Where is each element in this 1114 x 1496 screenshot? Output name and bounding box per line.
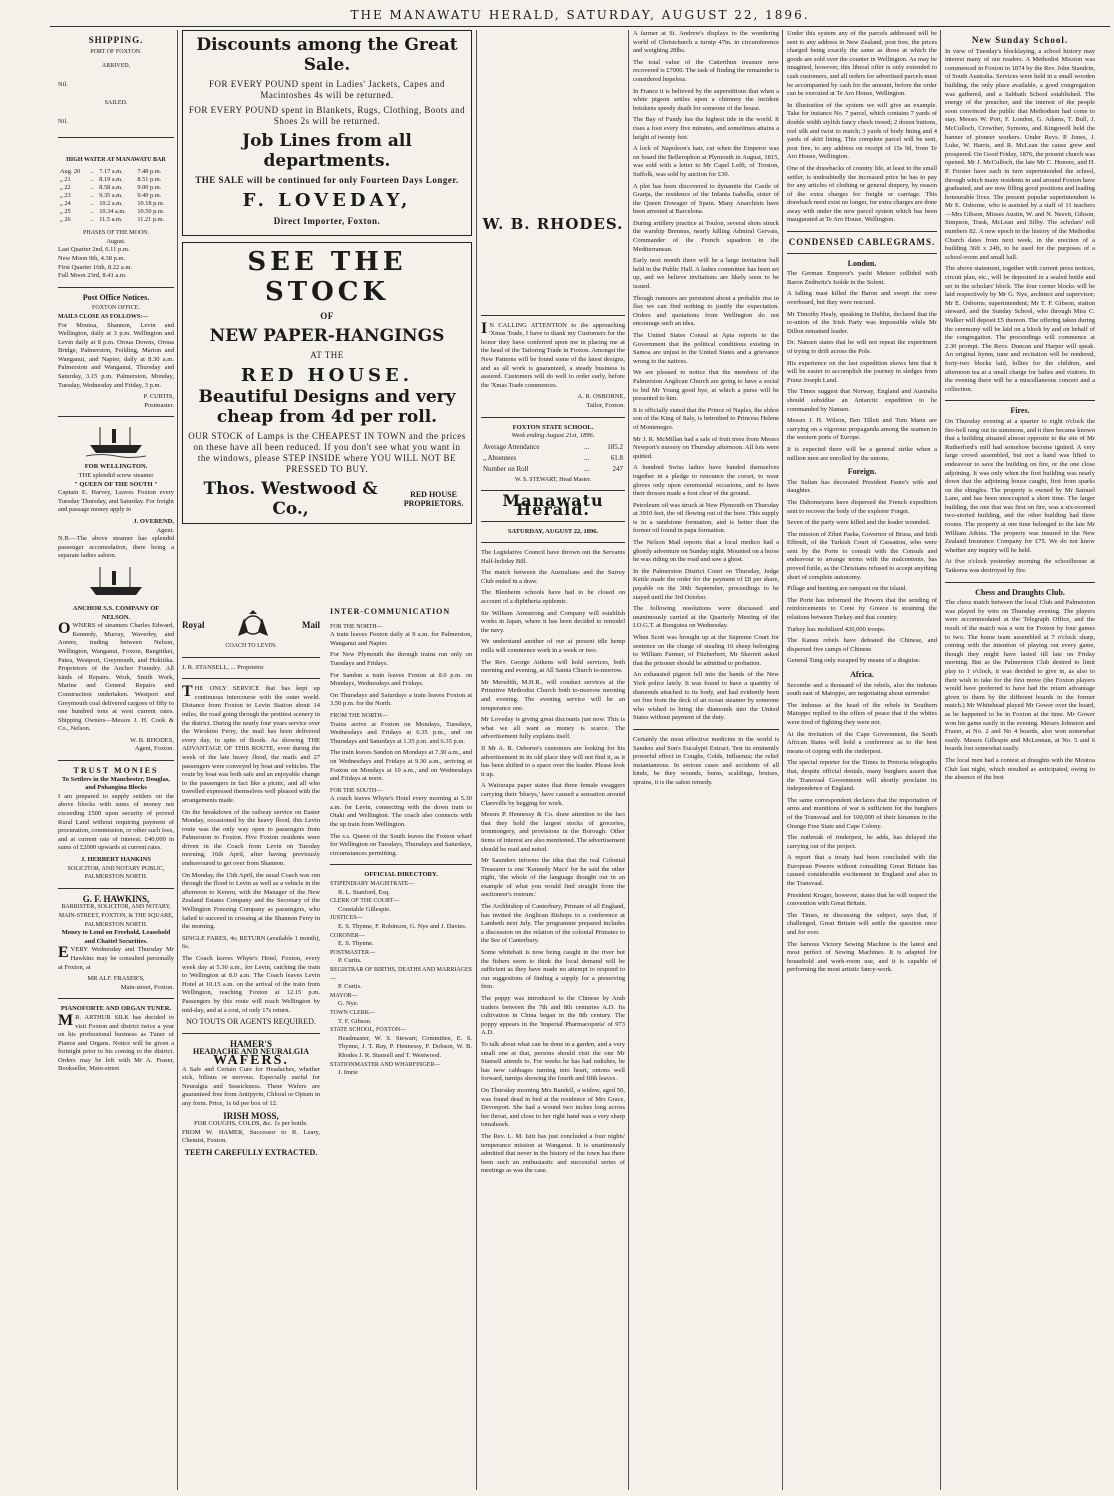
hawkins-role: BARRISTER, SOLICITOR, AND NOTARY,	[61, 904, 171, 911]
news-para: A plot has been discovered to dynamite the Castle of Granja, the residence of the Infanta Isabella, sister of the Queen Dowager of Spain. Many Anarchists have been arrested at Barcelona.	[633, 182, 779, 216]
news-para: We are pleased to notice that the members of the Palmerston Anglican Church are going to have a social to bid Mr Young good bye, at which a purse will be presented to him.	[633, 369, 779, 403]
news-para: Though rumours are persistent about a probable rise in flax we can find nothing to justify the expectation. Orders and quotations from Wellington do not encourage such an idea.	[633, 294, 779, 328]
hawkins-place2: Main-street, Foxton.	[120, 983, 174, 991]
inter-item: A coach leaves Whyte's Hotel every morning at 5.30 a.m. for Levin, connecting with the down train to Otaki and Wellington. The coach also connects with the up train from Wellington.	[330, 795, 472, 829]
hamer-moss-line: FOR COUGHS, COLDS, &c. 1s per bottle.	[194, 1120, 308, 1128]
school-sub: Week ending August 21st, 1896.	[511, 432, 595, 440]
inter-item: The train leaves Sandon on Mondays at 7.30 a.m., and on Wednesdays and Fridays at 9.30 a.m., arriving at Foxton on Mondays at 10 a.m., and on Wednesdays and Fridays at noon.	[330, 749, 472, 783]
table-row: Average Attendance ... 185.2	[483, 442, 623, 451]
westwood-head3: Beautiful Designs and very cheap from 4d per roll.	[198, 387, 456, 427]
news-para: On Thursday evening at a quarter to eight o'clock the fire-bell rang out its summons, and it then became known that a building situated almost opposite to the site of Mr Rutherford's mill had somehow become ignited. A very large crowd assembled, but not a hand was lifted to endeavour to save the building on fire, or the one close adjoining. It was only when the first building was nearly down that the adjoining house caught, first from sparks on the shingles. The property is owned by Mr Samuel Lane, and has been unoccupied a short time. The larger building, the one that was first on fire, was a six-roomed two-storied building, and the other building had three rooms. The property at one time belonged to the late Mr William Atkins. The property was insured in the New Zealand Insurance Company for £75. We do not know whether any inquiry will be held.	[945, 417, 1095, 554]
directory-entry: STIPENDIARY MAGISTRATE— R. L. Stanford, Esq.	[330, 881, 415, 896]
inter-heading: FROM THE NORTH—	[330, 712, 388, 719]
news-para: When Scott was brought up at the Supreme Court for sentence on the charge of stealing 10 sheep belonging to William Farmer, of Fitzherbert, Mr Skerrett asked that the prisoner should be admitted to probation.	[633, 634, 779, 667]
moon-month: August.	[106, 238, 126, 245]
herald-para: Mr Loveday is giving great discounts just now. This is what we all want as money is scarce. The advertisement fully explains itself.	[481, 716, 625, 741]
news-para: In view of Tuesday's blocklaying, a school history may interest many of our readers. A Methodist Mission was commenced in Foxton in 1874 by the Rev. John Standrin, of South Australia. Services were held in a small wooden building, the only place available, a good congregation was gathered, and a Sabbath School established. The energy of the preacher, and the interest of the people soon convinced the public that Methodism had come to stay. Messrs W. Port, F. London, G. Adams, T. Bull, J. McCulloch, Crowther, Symons, and Kingswell held the banner of pioneer workers. Under Revs. P. Jones, J. Luke, W. Harris, and R. McLean the cause grew and prospered. On Good Friday, 1876, the present church was opened. Mr J. McCulloch, the late Mr C. Honore, and H. P. Forster have each in turn superintended the school, through which many residents in and around Foxton have graduated, and are now filling good positions and leading honourable lives. The present popular superintendent is Mr E. Osborne, who is assisted by a staff of 11 teachers—Mrs Gibson, Misses Austin, W. and N. Nesvit, Gibson, Simpson, Trask, McLean and Silby. The scholars' roll numbers 82. A new epoch in the history of the Methodist Church dates from next week, in the erection of a building 36ft x 24ft, to be used for the purposes of a school-room and small hall.	[945, 47, 1095, 261]
loveday-line2: FOR EVERY POUND spent in Blankets, Rugs, Clothing, Boots and Shoes 2s will be returned.	[188, 105, 466, 126]
news-para: The above statement, together with current press notices, circuit plan, etc., will be deposited in a sealed bottle and set in the scholars' block. The four corner blocks will be laid respectively by Mr G. Nye, architect and supervisor; Mr E. Osborne, superintendent; Mr T. F. Gibson, station steward, and the Sunday School, who through Miss C. Walker will deposit £5 thereon. The offering taken during the ceremony will be laid on a block by and on behalf of the congregation. The proceedings will commence at 2.30 prompt. The Revs. Duncan and Harper will speak. An original hymn, tune and recitation will be rendered, forty-two blocks laid, lollies for the children, and afternoon tea at a small charge for ladies and visitors. In the evening there will be a miscellaneous concert and a collection.	[945, 265, 1095, 393]
coach-body3: On Monday, the 15th April, the usual Coach was run through the flood to Levin as well as a vehicle in the afternoon to Kereru, with the Manager of the New Zealand Estates Company and the Secretary of the Wellington Freezing Company as passengers, who failed to succeed in crossing at the Shannon Ferry in the morning.	[182, 871, 320, 931]
herald-para: The Blenheim schools have had to be closed on account of a diphtheria epidemic.	[481, 589, 625, 606]
hamer-body: A Safe and Certain Cure for Headaches, whether sick, bilious or nervous. Especially useful for Neuralgia and Seasickness. These Wafers are guaranteed free from Antipyrin, Chloral or Opium in any form. Price, 1s 6d per box of 12.	[182, 1065, 320, 1107]
column-divider	[782, 30, 783, 1490]
news-para: The total value of the Catterthun treasure now recovered is £7000. The task of finding the remainder is considered hopeless.	[633, 58, 779, 83]
tides-title: HIGH WATER AT MANAWATU BAR	[66, 156, 166, 163]
news-para: Secombe and a thousand of the rebels, also the indunas south east of Matoppo, are negotiating about surrender.	[787, 681, 937, 698]
trust-sign: J. HERBERT HANKINS	[81, 856, 151, 863]
column-divider	[628, 30, 629, 1490]
rhodes-name: W. B. RHODES.	[482, 215, 624, 233]
trust-sign-role: SOLICITOR, AND NOTARY PUBLIC, PALMERSTON NORTH.	[67, 865, 165, 881]
anchor-body: OWNERS of steamers Charles Edward, Kennedy, Murray, Waverley, and Aorere, trading between Nelson, Wellington, Wanganui, Foxton, Rangitikei, Patea, Westport, Greymouth, and Hokitika. Proprietors of the Anchor Foundry. All kinds of Repairs. Work, Smith Work, Marine and General Repairs and Construction undertaken. Westport and Greymouth coal delivered cargoes of fifty to one hundred tons at west current rates. Shipping Owners—Messrs J. H. Cook & Co., Nelson.	[58, 620, 174, 733]
hawkins-address: MAIN-STREET, FOXTON, & THE SQUARE, PALMERSTON NORTH.	[58, 912, 174, 928]
news-para: A farmer at St. Andrew's displays to the wondering world of Christchurch a turnip 47in. in circumference and weighing 28lbs.	[633, 30, 779, 55]
news-para: It is expected there will be a general strike when a million men are enrolled by the unions.	[787, 445, 937, 462]
moon-title: PHASES OF THE MOON.	[83, 230, 149, 237]
inter-item: On Thursdays and Saturdays a train leaves Foxton at 3.50 p.m. for the North.	[330, 691, 472, 708]
news-para: Seven of the party were killed and the leader wounded.	[787, 519, 931, 527]
moon-phase: Full Moon 23rd, 8.41 a.m.	[58, 272, 127, 280]
wellington-agent-role: Agent.	[156, 526, 174, 534]
news-para: The Nelson Mail reports that a local medico had a ghostly adventure on Sunday night. Mounted on a horse he was riding on the road and saw a ghost.	[633, 539, 779, 564]
news-para: Pillage and burning are rampant on the island.	[787, 585, 907, 593]
post-office-sign: P. CURTIS,	[143, 393, 174, 401]
post-office-body: For Moutoa, Shannon, Levin and Wellington, daily at 3 p.m. Wellington and Levin daily at 8 p.m. Oroua Downs, Oroua Bridge, Palmerston, Feilding, Marton and Wanganui, and Napier, daily at 8.30 a.m. Palmerston and Wanganui, Thursday and Saturday, 3.15 p.m. Palmerston, Monday, Tuesday, Wednesday and Friday, 3 p.m.	[58, 321, 174, 389]
news-para: An exhausted pigeon fell into the hands of the New York police lately. It was found to have a quantity of diamonds attached to its body, and had evidently been set free from the deck of an ocean steamer by someone who wished to bring the diamonds into the United States without payment of the duty.	[633, 671, 779, 722]
wellington-title: FOR WELLINGTON.	[84, 463, 148, 471]
column-6	[787, 30, 937, 1490]
piano-body: MR. ARTHUR SILK has decided to visit Foxton and district twice a year on his professional business as Tuner of Pianos and Organs. Notice will be given a fortnight prior to his coming to the district. Orders may be left with Mr A. Fraser, Bookseller, Main-street.	[58, 1011, 174, 1073]
news-para: The same correspondent declares that the importation of arms and munitions of war is sufficient for the burghers of the Transvaal and for 100,000 of their kinsmen in the Orange Free State and Cape Colony.	[787, 796, 937, 830]
news-para: Under this system any of the parcels addressed will be sent to any address in New Zealand, post free, the prices charged being exactly the same as those at which the goods are sold over the counter in Wellington. As may be imagined, however, this liberal offer is only extended to cash customers, and all orders for advertised parcels must be accompanied by cash for the amount, before the order can be executed at Te Aro House, Wellington.	[787, 30, 937, 98]
news-para: At five o'clock yesterday morning the schoolhouse at Taikorea was destroyed by fire.	[945, 558, 1095, 575]
news-para: President Kruger, however, states that he will respect the convention with Great Britain.	[787, 891, 937, 908]
piano-title: PIANOFORTE AND ORGAN TUNER.	[60, 1005, 172, 1013]
westwood-name2: RED HOUSE PROPRIETORS.	[403, 490, 464, 508]
column-4	[481, 30, 625, 1490]
column-5	[633, 30, 779, 1490]
directory-entry: MAYOR— G. Nye.	[330, 992, 359, 1008]
school-title: FOXTON STATE SCHOOL.	[512, 423, 594, 431]
news-para: A falling mast killed the Baron and swept the crew overboard, but they were rescued.	[787, 290, 937, 307]
news-para: The mission of Zibni Pasha, Governor of Brusa, and Izidi Effendi, of the Turkish Court of Cassation, who were sent by the Porte to consult with the Consuls and endeavour to arrange terms with the malcontents, has proved futile, as the Christians refused to accept anything short of complete autonomy.	[787, 530, 937, 581]
coach-ad	[182, 608, 320, 1157]
wellington-body: Captain E. Harvey, Leaves Foxton every Tuesday Thursday, and Saturday. For freight and passage money apply to	[58, 489, 174, 514]
directory-title: OFFICIAL DIRECTORY.	[364, 871, 438, 879]
news-para: The chess match between the local Club and Palmerston was played by wire on Thursday evening. The players were accommodated at the Telegraph Office, and the result of the match was a win for Foxton by four games to two. The home team assembled at 7 o'clock sharp, coming with the intention of playing out every game, though they might have lasted till late on Friday morning. But as the Palmerston Club desired to limit play to 1 o'clock, it was decided to give in, as also to their wish to take for the first move (the Foxton players would have preferred to have had the return advantage given to them by the different boards in the former match.) Mr Whitehead played Mr Gower over the board, as he happened to be in Foxton at the time. Mr Gower won his game easily in the evening. Messrs Johnston and Frazer, at No. 2 and No 4 boards, also won somewhat easily. Messrs Gillespie and McLennan, at No. 5 and 6 boards lost somewhat easily.	[945, 599, 1095, 753]
directory-entry: JUSTICES— E. S. Thynne, F. Robinson, G. Nye and J. Davies.	[330, 915, 467, 930]
inter-item: A train leaves Foxton daily at 9 a.m. for Palmerston, Wanganui and Napier.	[330, 631, 472, 647]
coach-sub: COACH TO LEVIN.	[225, 643, 277, 649]
wellington-ship-name: " QUEEN OF THE SOUTH "	[74, 480, 158, 488]
herald-para: Messrs P. Hennessy & Co. draw attention to the fact that they hold the largest stocks of groceries, ironmongery, and provisions in the Borough. Other items of interest are also mentioned. The advertisement should be read and noted.	[481, 811, 625, 853]
westwood-body: OUR STOCK of Lamps is the CHEAPEST IN TOWN and the prices on these have all been reduced. If you don't see what you want in the windows, please STEP INSIDE where YOU WILL NOT BE PRESSED TO BUY.	[188, 431, 466, 474]
hawkins-name: G. F. HAWKINS,	[82, 893, 150, 904]
loveday-role: Direct Importer, Foxton.	[273, 216, 381, 226]
westwood-ad	[182, 242, 472, 524]
news-para: The special reporter for the Times in Pretoria telegraphs that, despite official denials, many burghers assert that the Transvaal Government will shortly proclaim its independence of England.	[787, 759, 937, 793]
news-para: The United States Consul at Apia reports to the Government that the political conditions existing in Samoa are unjust to the United States and a grievance wrong to the natives.	[633, 332, 779, 365]
westwood-head: SEE THE STOCK	[247, 247, 407, 307]
herald-para: Mr Meredith, M.H.R., will conduct services at the Primitive Methodist Church both to-morrow morning and evening. The evening service will be an temperance one.	[481, 678, 625, 712]
hawkins-place: MR ALF. FRASER'S,	[87, 975, 145, 983]
hamer-wafers: WAFERS.	[213, 1052, 289, 1068]
herald-para: If Mr A. R. Osborne's customers are looking for his advertisement in its old place they will not find it, as it has been shifted to a space over the leader. Please look it up.	[481, 744, 625, 778]
directory-entry: POSTMASTER— P. Curtis.	[330, 949, 376, 965]
news-para: The German Emperor's yacht Meteor collided with Baron Zedtwitz's Isolde in the Solent.	[787, 270, 937, 286]
news-para: The Times suggest that Norway, England and Australia should subsidise an Antarctic expedition to be commanded by Nansen.	[787, 388, 937, 413]
trust-sub: To Settlers in the Manchester, Douglas, and Pohangina Blocks	[61, 775, 171, 792]
post-office-sign-role: Postmaster.	[144, 401, 174, 409]
news-para: The outbreak of rinderpest, he adds, has delayed the carrying out of the project.	[787, 834, 937, 850]
herald-para: The poppy was introduced to the Chinese by Arab traders between the 7th and 8th centuries A.D. Its cultivation in China began in the 8th century. The poppy appears in the 'Imperial Pharmacopœia' of 973 A.D.	[481, 995, 625, 1037]
loveday-ad	[182, 30, 472, 236]
herald-date: SATURDAY, AUGUST 22, 1896.	[507, 527, 599, 535]
wellington-agent: J. OVEREND,	[133, 518, 174, 525]
page-header: THE MANAWATU HERALD, SATURDAY, AUGUST 22, 1896.	[50, 4, 1110, 27]
news-para: Dr. Nansen states that he will not repeat the experiment of trying to drift across the Pole.	[787, 339, 937, 355]
post-office-lead: MAILS CLOSE AS FOLLOWS:—	[58, 313, 149, 320]
table-row: „ 25 .. 10.34 a.m. 10.50 p.m.	[60, 208, 165, 216]
herald-para: The Rev. George Aitkens will hold services, both morning and evening, at All Saints Church to-morrow.	[481, 658, 625, 675]
directory-entry: REGISTRAR OF BIRTHS, DEATHS AND MARRIAGES— P. Curtis.	[330, 966, 472, 991]
news-para: The Porte has informed the Powers that the sending of reinforcements to Crete by Greece is straining the relations between Turkey and that country.	[787, 596, 937, 622]
table-row: „ 23 .. 9.35 a.m. 9.49 p.m.	[60, 192, 162, 200]
steamship-icon	[86, 423, 146, 459]
news-para: A report that a treaty had been concluded with the European Powers without consulting Great Britain has caused considerable excitement in England and also in the Transvaal.	[787, 854, 937, 888]
post-office-sub: FOXTON OFFICE.	[92, 305, 140, 312]
news-para: Messrs J. H. Wilson, Ben Tillett and Tom Mann are carrying on a vigorous propaganda among the seamen in the western ports of Europe.	[787, 417, 937, 442]
inter-heading: FOR THE NORTH—	[330, 623, 383, 630]
herald-para: The Rev. L. M. Isitt has just concluded a four nights' temperance mission at Wanganui. It is unanimously admitted that never in the history of the town has there been such an enthusiastic and successful series of meetings as was the case.	[481, 1132, 625, 1175]
royal-crest-icon	[232, 608, 274, 642]
inter-item: The s.s. Queen of the South leaves the Foxton wharf for Wellington on Tuesdays, Thursdays and Saturdays, circumstances permitting.	[330, 832, 472, 857]
foreign-heading: Foreign.	[847, 467, 877, 477]
moon-phase: First Quarter 16th, 8.22 a.m.	[58, 263, 133, 271]
news-para: The following resolutions were discussed and unanimously carried at the Quarterly Meeting of the I.O.G.T. at Bongotea on Wednesday.	[633, 605, 779, 630]
coach-touts: NO TOUTS OR AGENTS REQUIRED.	[186, 1017, 316, 1027]
herald-para: The Legislative Council have thrown out the Servants Half-holiday Bill.	[481, 549, 625, 565]
cable-title: CONDENSED CABLEGRAMS.	[788, 237, 936, 248]
herald-title: Manawatu Herald.	[502, 491, 604, 519]
westwood-head2: NEW PAPER-HANGINGS	[209, 326, 445, 346]
chess-heading: Chess and Draughts Club.	[975, 587, 1065, 597]
news-para: A lock of Napoleon's hair, cut when the Emperor was on board the Bellerophon at Plymouth in August, 1815, was sold with a letter to Mr Capel Lofft, of Troston, Suffolk, was sold by auction for £30.	[633, 145, 779, 178]
herald-para: The match between the Australians and the Surrey Club ended in a draw.	[481, 569, 625, 585]
hamer-sub: HEADACHE AND NEURALGIA	[192, 1047, 309, 1057]
table-row: „ 24 .. 10.2 a.m. 10.18 p.m.	[60, 200, 165, 208]
news-para: Turkey has mobilised 420,000 troops.	[787, 625, 886, 633]
sunday-title: New Sunday School.	[971, 35, 1069, 45]
directory-entry: TOWN CLERK— T. F. Gibson.	[330, 1009, 376, 1025]
table-row: Number on Roll ... 247	[483, 464, 623, 473]
herald-para: Sir William Armstrong and Company will establish works in Japan, where it has been decided to remodel the navy.	[481, 609, 625, 634]
table-row: „ 22 .. 8.58 a.m. 9.00 p.m.	[60, 184, 162, 192]
herald-para: Some whitebait is now being caught in the river but the fishers seem to think the local demand will be sufficient as they have made no attempt to respond to our suggestions of finding a supply for a preserving firm.	[481, 949, 625, 991]
hamer-teeth: TEETH CAREFULLY EXTRACTED.	[184, 1147, 318, 1157]
news-para: One of the drawbacks of country life, at least to the small settler, is undoubtedly the increased price he has to pay for any articles of clothing or general drapery, by reason of the extra charges for freight or carriage. This drawback need exist no longer, for extra charges are done away with under the new parcel system which has been inaugurated at Te Aro House, Wellington.	[787, 164, 937, 224]
coach-body2: On the breakdown of the railway service on Easter Monday, occasioned by the heavy flood, this Levin route was the only way open to passengers from Palmerston to Foxton. Five Foxton residents were driven in the Coach from Levin on Tuesday morning, 16th April, after having previously endeavoured to get over from Shannon.	[182, 808, 320, 868]
moon-phase: New Moon 9th, 4.38 p.m.	[58, 254, 126, 262]
news-para: The Sultan has decorated President Faure's wife and daughter.	[787, 478, 937, 495]
column-divider	[940, 30, 941, 1490]
hamer-moss: IRISH MOSS,	[223, 1110, 279, 1121]
sailed-label: SAILED.	[104, 100, 128, 107]
news-para: The Kansu rebels have defeated the Chinese, and dispersed five camps of Chinese.	[787, 637, 937, 653]
anchor-sign: W. B. RHODES,	[129, 736, 174, 744]
coach-title-left: Royal	[182, 619, 205, 630]
post-office-title: Post Office Notices.	[82, 292, 150, 302]
news-para: Certainly the most effective medicine in the world is Sanders and Son's Eucalypti Extract. Test its eminently powerful effect in Coughs, Colds, Influenza; the relief instantaneous. In serious cases and accidents of all kinds, be they wounds, burns, scaldings, bruises, sprains, it is the safest remedy.	[633, 735, 779, 786]
news-para: Petroleum oil was struck at New Plymouth on Thursday at 3910 feet, the oil flowing out of the bore. This supply is in a sandstone formation, and is better than the former oil found in papa formation.	[633, 501, 779, 535]
loveday-head: Discounts among the Great Sale.	[196, 35, 458, 75]
news-para: In the Palmerston District Court on Thursday, Judge Kettle made the order for the payment of £8 per share, payable on the 30th September, proceedings to be stayed until the 3rd October.	[633, 567, 779, 601]
attendance-table	[481, 441, 625, 476]
steamship-icon	[86, 565, 146, 601]
inter-item: For New Plymouth the through trains run only on Tuesdays and Fridays.	[330, 651, 472, 667]
coach-body1: THE ONLY SERVICE that has kept up continuous intercourse with the outer world. Distance from Foxton to Levin Station about 14 miles, the road going through the prettiest scenery in the district. During the nearly four years service over the Wirokino Ferry, the mail has been delivered every day, in spite of floods. As showing THE ADVANTAGE OF THIS ROUTE, even during the week of the late heavy flood, the mails and 27 passengers were conveyed by boat and vehicles. The route by boat was both safe and an enjoyable change to the passengers in fact like a picnic, and all who travelled expressed themselves well pleased with the arrangements made.	[182, 683, 320, 804]
news-para: In illustration of the system we will give an example. Take for instance No. 7 parcel, which contains 7 yards of double width stylish fancy check tweed; 2 dozen buttons, reel silk and twist to match; 3 yards of body lining and 4 yards of skirt lining. This complete parcel will be sent, post free, to any address on receipt of 15s 9d, from Te Aro House, Wellington.	[787, 101, 937, 161]
news-para: The local men had a contest at draughts with the Moutoa Club last night, which resulted as anticipated, owing to the absence of the best	[945, 756, 1095, 782]
hamer-from: FROM W. HAMER, Successor to R. Leary, Chemist, Foxton.	[182, 1128, 320, 1145]
news-para: Mr Timothy Healy, speaking in Dublin, declared that the re-union of the Irish Party was impossible while Mr Dillon remained leader.	[787, 310, 937, 335]
column-divider	[177, 30, 178, 1490]
table-row: „ Absentees ... 61.8	[483, 453, 623, 462]
news-para: General Tung only escaped by means of a disguise.	[787, 657, 921, 665]
news-para: The Dahomeyans have dispersed the French expedition sent to recover the body of the explorer Forget.	[787, 498, 937, 515]
table-row: Aug. 20 .. 7.17 a.m. 7.48 p.m.	[60, 168, 162, 176]
table-row: „ 26 .. 11.5 a.m. 11.21 p.m.	[60, 216, 165, 224]
column-divider	[476, 30, 477, 1490]
column-1	[58, 30, 174, 1490]
news-para: It is officially stated that the Prince of Naples, the eldest son of the King of Italy, is betrothed to Princess Helene of Montenegro.	[633, 406, 779, 431]
hawkins-body: EVERY Wednesday and Thursday Mr Hawkins may be consulted personally at Foxton, at	[58, 944, 174, 971]
wellington-note: N.B.—The above steamer has splendid passenger accomodation, there being a separate ladies saloon.	[58, 535, 174, 560]
column-2-ads	[182, 30, 472, 1490]
herald-para: Mr Saunders informs the idea that the real Colonial Treasurer is one 'Kennedy Macs' for he said the other night, 'the whole of the language thought out in an example of what you would find straight from the auctioneer's rostrum.'	[481, 857, 625, 899]
news-para: During artillery practice at Toulon, several shots struck the warship Brennus, nearly killing Admiral Gervais, Commander of the French squadron in the Mediterranean.	[633, 219, 779, 253]
herald-para: We understand another of our at present idle hemp mills will commence work in a week or two.	[481, 638, 625, 655]
inter-title: INTER-COMMUNICATION	[330, 607, 451, 616]
coach-fares: SINGLE FARES, 4s; RETURN (available 1 month), 6s.	[182, 934, 320, 951]
trust-title: TRUST MONIES	[73, 766, 159, 776]
news-para: At the invitation of the Cape Government, the South African States will hold a conference as to the best means of coping with the rinderpest.	[787, 730, 937, 755]
news-para: His experience on the last expedition shows him that it will be easier to accomplish the journey in sledges from Franz Joseph Land.	[787, 359, 937, 384]
news-para: Mr J. R. McMillan had a sale of fruit trees from Messrs Newport's nursery on Thursday afternoon. All lots were quitted.	[633, 435, 779, 460]
inter-communication	[330, 608, 472, 1078]
trust-body: I am prepared to supply settlers on the above blocks with sums of money not exceeding £500 upon security of proved Rural Land without requiring payment of procuration, commission, or other such fees, and at current rate of interest. £40,000 in sums of £2000 upwards at current rates.	[58, 792, 174, 852]
wellington-steamer: THE splendid screw steamer	[78, 472, 154, 480]
osborne-role: Tailor, Foxton.	[586, 401, 625, 409]
moon-phase: Last Quarter 2nd, 6.11 p.m.	[58, 246, 130, 254]
column-7	[945, 30, 1095, 1490]
coach-title-right: Mail	[302, 619, 320, 630]
directory-entry: CORONER— E. S. Thynne.	[330, 932, 374, 948]
osborne-name: A. R. OSBORNE,	[577, 393, 625, 401]
herald-para: The Archbishop of Canterbury, Primate of all England, has invited the Anglican Bishops to a conference at Lambeth next July. The programme prepared includes a discussion on the relation of the colonial Primates to the See of Canterbury.	[481, 903, 625, 945]
news-para: The Times, in discussing the subject, says that, if challenged, Great Britain will settle the question once and for ever.	[787, 911, 937, 937]
africa-heading: Africa.	[850, 670, 874, 679]
loveday-name: F. LOVEDAY,	[242, 190, 412, 211]
anchor-title: ANCHOR S.S. COMPANY OF NELSON.	[72, 604, 160, 621]
inter-heading: FOR THE SOUTH—	[330, 787, 383, 794]
news-para: The indunas at the head of the rebels in Southern Matoppo replied to the offers of peace that if the whites were tired of fighting they were not.	[787, 701, 937, 726]
inter-item: For Sandon a train leaves Foxton at 8.0 p.m. on Mondays, Wednesdays and Fridays.	[330, 671, 472, 688]
osborne-body: IN CALLING ATTENTION to the approaching 'Xmas Trade, I have to thank my Customers for the honor they have conferred upon me in placing me at the head of the Tailoring Trade in Foxton. Amongst the New Patterns will be found some of the latest designs, and as all work is guaranteed, a steady business is assured. Customers will do well to order early, before the 'Xmas Trade commences.	[481, 319, 625, 389]
anchor-sign-role: Agent, Foxton.	[134, 745, 174, 753]
inter-item: Trains arrive at Foxton on Mondays, Tuesdays, Wednesdays and Fridays at 6.35 p.m., and on Thursdays and Saturdays at 1.35 p.m. and 6.35 p.m.	[330, 720, 472, 745]
directory-entry: STATE SCHOOL, FOXTON— Headmaster, W. S. Stewart; Committee, E. S. Thynne, J. T. Ray, P. Hennessy, P. Dobson, W. B. Rhodes J. R. Stansell and T. Westwood.	[330, 1027, 472, 1059]
news-para: Early next month there will be a large invitation ball held in the Public Hall. A ladies committee has been set up, and we believe invitations are likely soon to be issued.	[633, 257, 779, 291]
directory-entry: STATIONMASTER AND WHARFINGER— J. Imrie	[330, 1061, 441, 1077]
tides-table	[58, 168, 174, 224]
coach-body4: The Coach leaves Whyte's Hotel, Foxton, every week day at 5.30 a.m., for Levin, catching the train to Wellington at 8.0 a.m. The Coach leaves Levin Hotel at 10.15 a.m. on the arrival of the train from Wellington, reaching Foxton at 12.15 p.m. Passengers by this route will reach Wellington by mid-day, and at a cost, of only 17s return.	[182, 955, 320, 1014]
news-para: The famous Victory Sewing Machine is the latest and most perfect of Sewing Machines. It is adapted for household and work-room use, and it is capable of performing the most artistic fancy-work.	[787, 940, 937, 974]
london-heading: London.	[847, 258, 877, 268]
coach-proprietor: J. R. STANSELL, ... Proprietor.	[182, 663, 265, 671]
hawkins-money: Money to Lend on Freehold, Leasehold and Chattel Securities.	[61, 929, 171, 945]
herald-para: To talk about what can be done in a garden, and a very small one at that, persons should visit the one Mr Stansell attends to. For weeks he has had radishes, he has now cabbages turning into heart, onions well forward, turnips showing the fourth and fifth leaves.	[481, 1040, 625, 1083]
table-row: „ 21 .. 8.19 a.m. 8.51 p.m.	[60, 176, 162, 184]
westwood-name: Thos. Westwood & Co.,	[203, 479, 378, 519]
directory-entry: CLERK OF THE COURT— Constable Gillespie.	[330, 898, 400, 913]
arrived-value: Nil.	[58, 80, 68, 88]
herald-para: On Thursday morning Mrs Randell, a widow, aged 50, was found dead in bed at the residence of Mrs Grace, Devonport. She had a wound two inches long across her throat, and close to her right hand was a very sharp tomahawk.	[481, 1086, 625, 1129]
loveday-line3: THE SALE will be continued for only Fourteen Days Longer.	[195, 175, 459, 185]
arrived-label: ARRIVED,	[101, 63, 131, 70]
hamer-title: HAMER'S	[229, 1038, 272, 1049]
westwood-of: OF	[320, 311, 334, 321]
loveday-head2: Job Lines from all departments.	[242, 131, 412, 171]
news-para: In France it is believed by the superstitious that when a white pigeon settles upon a chimney the incident betokens speedy death for someone of the house.	[633, 87, 779, 112]
shipping-title: SHIPPING.	[88, 35, 144, 45]
news-para: A hundred Swiss ladies have banded themselves together in a pledge to renounce the corset, to wear gloves only upon ceremonial occasions, and to have their dresses made a foot clear of the ground.	[633, 464, 779, 498]
news-para: The Bay of Fundy has the highest tide in the world. It rises a foot every five minutes, and sometimes attains a height of twenty feet.	[633, 116, 779, 141]
sailed-value: Nil.	[58, 117, 68, 125]
school-sign: W. S. STEWART, Head Master.	[514, 476, 592, 483]
fires-heading: Fires.	[1010, 406, 1030, 416]
loveday-line1: FOR EVERY POUND spent in Ladies' Jackets, Capes and Macintoshes 4s will be returned.	[208, 79, 445, 100]
port-name: PORT OF FOXTON.	[90, 48, 142, 55]
westwood-at: AT THE	[310, 350, 344, 360]
westwood-house: RED HOUSE.	[241, 365, 413, 386]
herald-para: A Wairarapa paper states that three female swaggers carrying their 'blueys,' have caused a sensation around Clareville by begging for work.	[481, 782, 625, 807]
